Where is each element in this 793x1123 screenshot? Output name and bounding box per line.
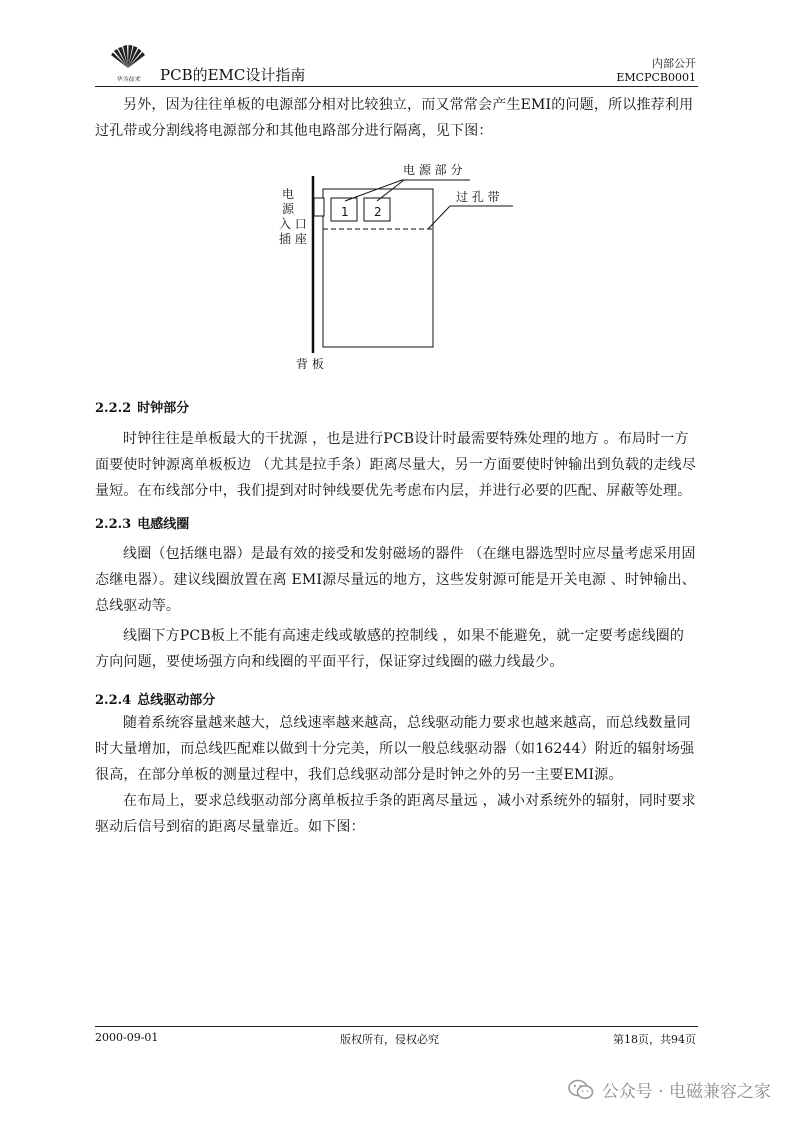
wechat-icon xyxy=(568,1079,594,1101)
section-number: 2.2.4 xyxy=(95,693,132,708)
document-code: EMCPCB0001 xyxy=(616,71,696,84)
footer-date: 2000-09-01 xyxy=(95,1031,159,1044)
watermark xyxy=(568,1077,771,1102)
power-box-2-label: 2 xyxy=(374,205,382,219)
footer-divider xyxy=(95,1026,698,1027)
section-title: 时钟部分 xyxy=(137,401,190,416)
section-heading-2-2-2 xyxy=(95,397,189,416)
via-strip-label: 过 孔 带 xyxy=(456,190,500,204)
section-2-2-4-paragraph-2: 在布局上，要求总线驱动部分离单板拉手条的距离尽量远 ，减小对系统外的辐射，同时要求驱动后信号到宿的距离尽量靠近。如下图： xyxy=(95,793,696,835)
section-number: 2.2.3 xyxy=(95,517,132,532)
power-inlet-label-2: 源 xyxy=(282,202,295,216)
section-number: 2.2.2 xyxy=(95,401,132,416)
leader-via-strip xyxy=(428,206,450,229)
section-heading-2-2-4 xyxy=(95,689,215,708)
power-isolation-diagram xyxy=(270,158,520,373)
backplane-label: 背 板 xyxy=(296,357,324,371)
power-box-1-label: 1 xyxy=(341,205,349,219)
footer-copyright: 版权所有，侵权必究 xyxy=(340,1033,439,1046)
power-inlet-label-3: 入 口 xyxy=(279,217,307,231)
section-title: 总线驱动部分 xyxy=(137,693,216,708)
section-heading-2-2-3 xyxy=(95,513,189,532)
intro-paragraph: 另外，因为往往单板的电源部分相对比较独立，而又常常会产生EMI的问题，所以推荐利用过孔带或分割线将电源部分和其他电路部分进行隔离，见下图： xyxy=(95,97,694,139)
section-2-2-4-paragraph-1: 随着系统容量越来越大，总线速率越来越高，总线驱动能力要求也越来越高，而总线数量同时大量增加，而总线匹配难以做到十分完美，所以一般总线驱动器（如16244）附近的辐射场强很高，在部分单板的测量过程中，我们总线驱动部分是时钟之外的另一主要EMI源。 xyxy=(95,715,695,783)
header-divider xyxy=(95,86,698,87)
power-inlet-socket xyxy=(314,198,324,216)
section-title: 电感线圈 xyxy=(137,517,190,532)
section-2-2-2-paragraph: 时钟往往是单板最大的干扰源 ，也是进行PCB设计时最需要特殊处理的地方 。布局时一方面要使时钟源离单板板边 （尤其是拉手条）距离尽量大，另一方面要使时钟输出到负载的走线尽量短。在布线部分中，我们提到对时钟线要优先考虑布内层，并进行必要的匹配、屏蔽等处理。 xyxy=(95,431,697,499)
classification-label: 内部公开 xyxy=(652,57,696,70)
document-title: PCB的EMC设计指南 xyxy=(160,66,306,84)
company-logo xyxy=(104,42,152,82)
section-2-2-3-paragraph-2: 线圈下方PCB板上不能有高速走线或敏感的控制线 ，如果不能避免，就一定要考虑线圈的方向问题，要使场强方向和线圈的平面平行，保证穿过线圈的磁力线最少。 xyxy=(95,628,685,670)
power-part-label: 电 源 部 分 xyxy=(403,163,463,177)
power-inlet-label-1: 电 xyxy=(282,187,295,201)
power-inlet-label-4: 插 座 xyxy=(279,232,307,246)
logo-text: 华为技术 xyxy=(115,76,140,83)
section-2-2-3-paragraph-1: 线圈（包括继电器）是最有效的接受和发射磁场的器件 （在继电器选型时应尽量考虑采用固态继电器）。建议线圈放置在离 EMI源尽量远的地方，这些发射源可能是开关电源 、时钟输出、总线驱动等。 xyxy=(95,546,696,614)
footer-page-number: 第18页，共94页 xyxy=(613,1033,696,1046)
watermark-text: 公众号 · 电磁兼容之家 xyxy=(601,1082,771,1102)
